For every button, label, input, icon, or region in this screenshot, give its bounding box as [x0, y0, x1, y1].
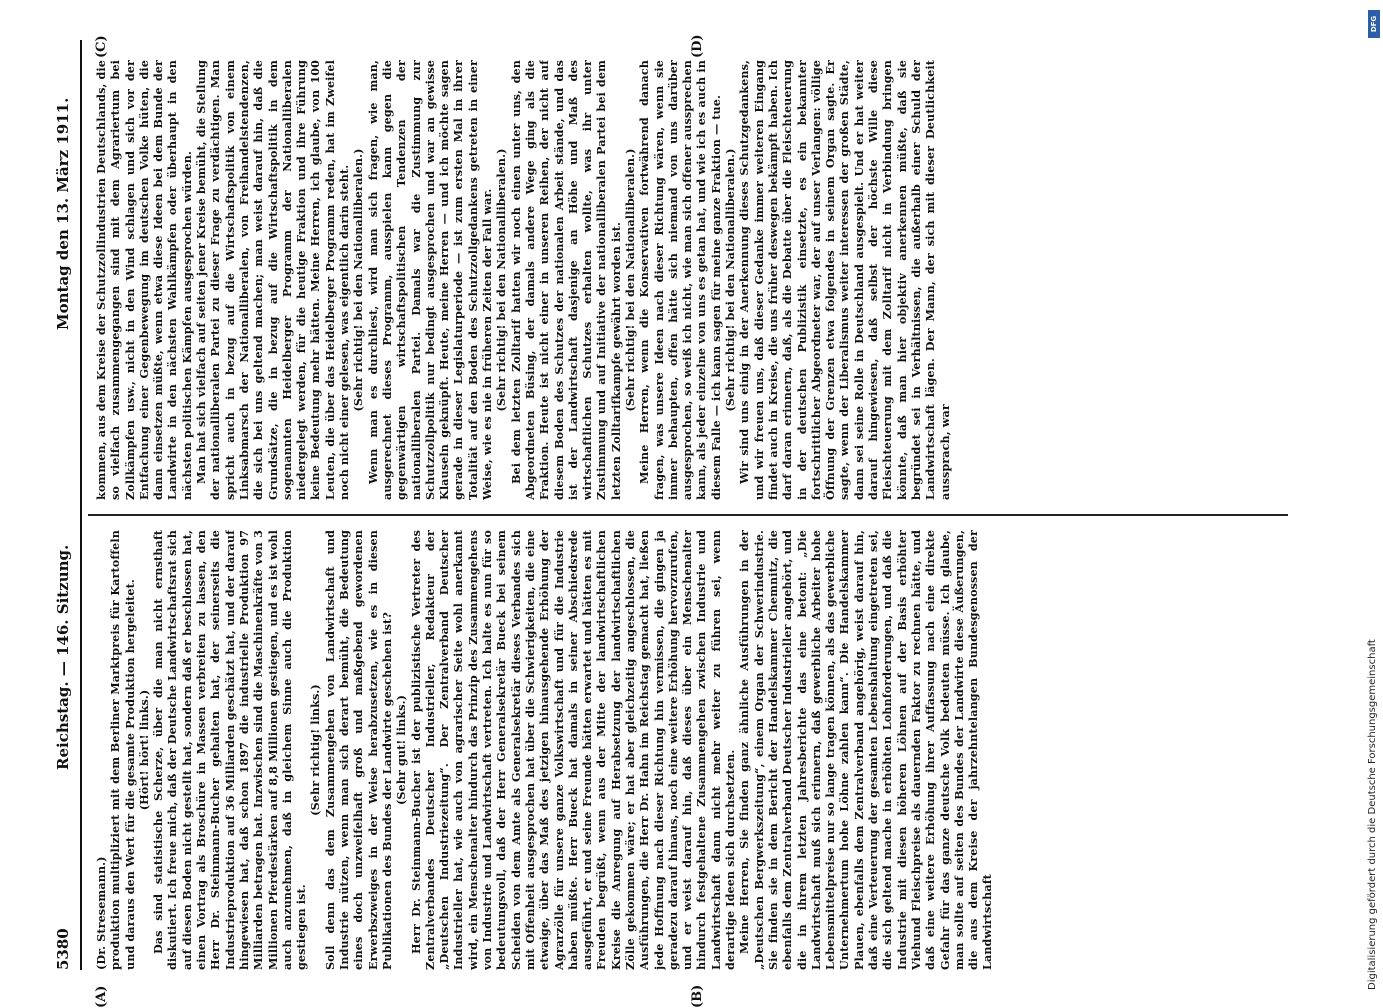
session-title: Reichstag. — 146. Sitzung.: [54, 544, 72, 770]
paragraph: Wir sind uns einig in der Anerkennung dieses Schutzgedankens, und wir freuen uns, daß dieser Gedanke immer weiteren Eingang findet auch in Kreise, die uns früher deswegen bekämpft haben. Ich darf daran erinnern, daß, als die Debatte über die Fleischteuerung in der deutschen Publizistik einsetzte, es ein bekannter fortschrittlicher Abgeordneter war, der auf unser Verlangen: völlige Öffnung der Grenzen etwa folgendes in seinem Organ sagte. Er sagte, wenn der Liberalismus weiter interessen der großen Städte, dann sei seine Rolle in Deutschland ausgespielt. Und er hat weiter darauf hingewiesen, daß selbst der höchste Wille diese Fleischteuerung mit dem Zolltarif nicht in Verbindung bringen könnte, daß man hier objektiv anerkennen müßte, daß sie begründet sei in Verhältnissen, die außerhalb einer Schuld der Landwirtschaft lägen. Der Mann, der sich mit dieser Deutlichkeit aussprach, war: [737, 60, 952, 500]
session-date: Montag den 13. März 1911.: [54, 97, 72, 330]
paragraph: Das sind statistische Scherze, über die man nicht ernsthaft diskutiert. Ich freue mich, daß der Deutsche Landwirtschaftsrat sich auf diesen Boden nicht gestellt hat, sondern daß er beschlossen hat, einen Vortrag als Broschüre in Massen verbreiten zu lassen, den Herr Dr. Steinmann-Bucher gehalten hat, der seinerseits die Industrieproduktion auf 36 Milliarden geschätzt hat, und der darauf hingewiesen hat, daß schon 1897 die industrielle Produktion 97 Milliarden betragen hat. Inzwischen sind die Maschinenkräfte von 3 Millionen Pferdestärken auf 8,8 Millionen gestiegen, und es ist wohl auch anzunehmen, daß in gleichem Sinne auch die Produktion gestiegen ist.: [151, 530, 309, 970]
running-header: [50, 40, 78, 970]
paragraph: (Dr. Stresemann.): [94, 856, 108, 970]
paragraph: Meine Herren, wenn die Konservativen fortwährend danach fragen, was unsere Ideen nach dieser Richtung wären, wenn sie immer behaupten, offen hätte sich niemand von uns darüber ausgesprochen, so weiß ich nicht, wie man sich offener aussprechen kann, als jeder einzelne von uns es getan hat, und wie ich es auch in diesem Falle — ich kann sagen für meine ganze Fraktion — tue.: [637, 60, 723, 500]
paragraph: produktion multipliziert mit dem Berliner Marktpreis für Kartoffeln und daraus den Wert für die gesamte Produktion hergeleitet.: [108, 530, 137, 970]
interjection: (Sehr richtig! links.): [308, 684, 323, 816]
dfg-logo-text: DFG: [1370, 15, 1378, 33]
paragraph: Meine Herren, Sie finden ganz ähnliche Ausführungen in der „Deutschen Bergwerkszeitung“, einem Organ der Schwerindustrie. Sie finden sie in dem Bericht der Handelskammer Chemnitz, die ebenfalls dem Zentralverband Deutscher Industrieller angehört, und die in ihrem letzten Jahresberichte das eine betont: „Die Landwirtschaft muß sich erinnern, daß gewerbliche Arbeiter hohe Lebensmittelpreise nur so lange tragen können, als das gewerbliche Unternehmertum hohe Löhne zahlen kann“. Die Handelskammer Plauen, ebenfalls dem Zentralverband angehörig, weist darauf hin, daß eine Verteuerung der gesamten Lebenshaltung eingetreten sei, die sich geltend mache in erhöhten Lohnforderungen, und daß die Industrie mit diesen höheren Löhnen auf der Basis erhöhter Viehund Fleischpreise als dauernden Faktor zu rechnen hätte, und daß eine weitere Erhöhung ihrer Auffassung nach eine direkte Gefahr für das ganze deutsche Volk bedeuten müsse. Ich glaube, man sollte auf seiten des Bundes der Landwirte diese Äußerungen, die aus dem Kreise der jahrzehntelangen Bundesgenossen der Landwirtschaft: [737, 530, 995, 970]
margin-mark-a: (A): [94, 985, 109, 1008]
paragraph: Soll denn das dem Zusammengehen von Landwirtschaft und Industrie nützen, wenn man sich derart bemüht, die Bedeutung eines doch unzweifelhaft groß und maßgebend gewordenen Erwerbszweiges in der Weise herabzusetzen, wie es in diesen Publikationen des Bundes der Landwirte geschehen ist?: [322, 530, 394, 970]
page-number: 5380: [54, 928, 72, 970]
header-rule: [80, 40, 82, 970]
interjection: (Sehr richtig! bei den Nationalliberalen.): [622, 148, 637, 412]
paragraph: Herr Dr. Steinmann-Bucher ist der publizistische Vertreter des Zentralverbandes Deutscher Industrieller, Redakteur der „Deutschen Industriezeitung“. Der Zentralverband Deutscher Industrieller hat, wie auch von agrarischer Seite wohl anerkannt wird, ein Menschenalter hindurch das Prinzip des Zusammengehens von Industrie und Landwirtschaft vertreten. Ich halte es nun für so bedeutungsvoll, daß der Herr Generalsekretär Bueck bei seinem Scheiden von dem Amte als Generalsekretär dieses Verbandes sich mit Offenheit ausgesprochen hat über die Schwierigkeiten, die eine etwaige, über das Maß des jetzigen hinausgehende Erhöhung der Agrarzölle für unsere ganze Volkswirtschaft und für die Industrie haben müßte. Herr Bueck hat damals in seiner Abschiedsrede ausgeführt, er und seine Freunde hätten erwartet und hätten es mit Freuden begrüßt, wenn aus der Mitte der landwirtschaftlichen Kreise die Anregung auf Herabsetzung der landwirtschaftlichen Zölle gekommen wäre; er hat aber gleichzeitig angeschlossen, die Ausführungen, die Herr Dr. Hahn im Reichstag gemacht hat, ließen jede Hoffnung nach dieser Richtung hin vermissen, die gingen ja geradezu darauf hinaus, noch eine weitere Erhöhung hervorzurufen, und er weist darauf hin, daß dieses über ein Menschenalter hindurch festgehaltene Zusammengehen zwischen Industrie und Landwirtschaft dann nicht mehr weiter zu führen sei, wenn derartige Ideen sich durchsetzten.: [408, 530, 738, 970]
interjection: (Sehr richtig! bei den Nationalliberalen.): [494, 148, 509, 412]
margin-mark-b: (B): [690, 984, 705, 1008]
paragraph: Wenn man es durchliest, wird man sich fragen, wie man, ausgerechnet dieses Programm, ausspielen kann gegen die gegenwärtigen wirtschaftspolitischen Tendenzen der nationalliberalen Partei. Damals war die Zustimmung zur Schutzzollpolitik nur bedingt ausgesprochen und war an gewisse Klauseln geknüpft. Heute, meine Herren — und ich möchte sagen gerade in dieser Legislaturperiode — ist zum ersten Mal in ihrer Totalität auf den Boden des Schutzzollgedankens getreten in einer Weise, wie es nie in früheren Zeiten der Fall war.: [365, 60, 495, 500]
right-column: [94, 60, 1284, 500]
rotated-page-content: [50, 34, 1300, 1008]
margin-mark-d: (D): [690, 34, 705, 58]
column-divider: [88, 515, 1288, 517]
paragraph: Bei dem letzten Zolltarif hatten wir noch einen unter uns, den Abgeordneten Büsing, der damals andere Wege ging als die Fraktion. Heute ist nicht einer in unseren Reihen, der nicht auf diesem Boden des Schutzes der nationalen Arbeit stände, und das ist der Landwirtschaft dasjenige an Höhe und Maß des wirtschaftlichen Schutzes erhalten wollte, was ihr unter Zustimmung und auf Initiative der nationalliberalen Partei bei dem letzten Zolltarifkampfe gewährt worden ist.: [508, 60, 623, 500]
margin-mark-c: (C): [94, 35, 109, 58]
interjection: (Sehr richtig! bei den Nationalliberalen.): [351, 148, 366, 412]
paragraph: Man hat sich vielfach auf seiten jener Kreise bemüht, die Stellung der nationalliberalen Partei zu dieser Frage zu verdächtigen. Man spricht auch in bezug auf die Wirtschaftspolitik von einem Linksabmarsch der Nationalliberalen, von Freihandelstendenzen, die sich bei uns geltend machen; man weist darauf hin, daß die Grundsätze, die in bezug auf die Wirtschaftspolitik in dem sogenannten Heidelberger Programm der Nationalliberalen niedergelegt werden, für die heutige Fraktion und ihre Führung keine Bedeutung mehr hätten. Meine Herren, ich glaube, von 100 Leuten, die über das Heidelberger Programm reden, hat im Zweifel noch nicht einer gelesen, was eigentlich darin steht.: [194, 60, 352, 500]
interjection: (Hört! hört! links.): [136, 689, 151, 811]
left-column: [94, 530, 1284, 970]
interjection: (Sehr richtig! bei den Nationalliberalen.): [723, 148, 738, 412]
paragraph: kommen, aus dem Kreise der Schutzzollindustrien Deutschlands, die so vielfach zusammengegangen sind mit dem Agrariertum bei Zollkämpfen usw., nicht in den Wind schlagen und sich vor der Entfachung einer Gegenbewegung im deutschen Volke hüten, die dann einsetzen müßte, wenn etwa diese Ideen bei dem Bunde der Landwirte in den nächsten Wahlkämpfen oder überhaupt in den nächsten politischen Kämpfen ausgesprochen würden.: [94, 60, 194, 500]
interjection: (Sehr gut! links.): [394, 695, 409, 806]
digitization-credit: [1366, 10, 1380, 990]
credit-text: Digitalisierung gefördert durch die Deutsche Forschungsgemeinschaft: [1367, 639, 1378, 990]
